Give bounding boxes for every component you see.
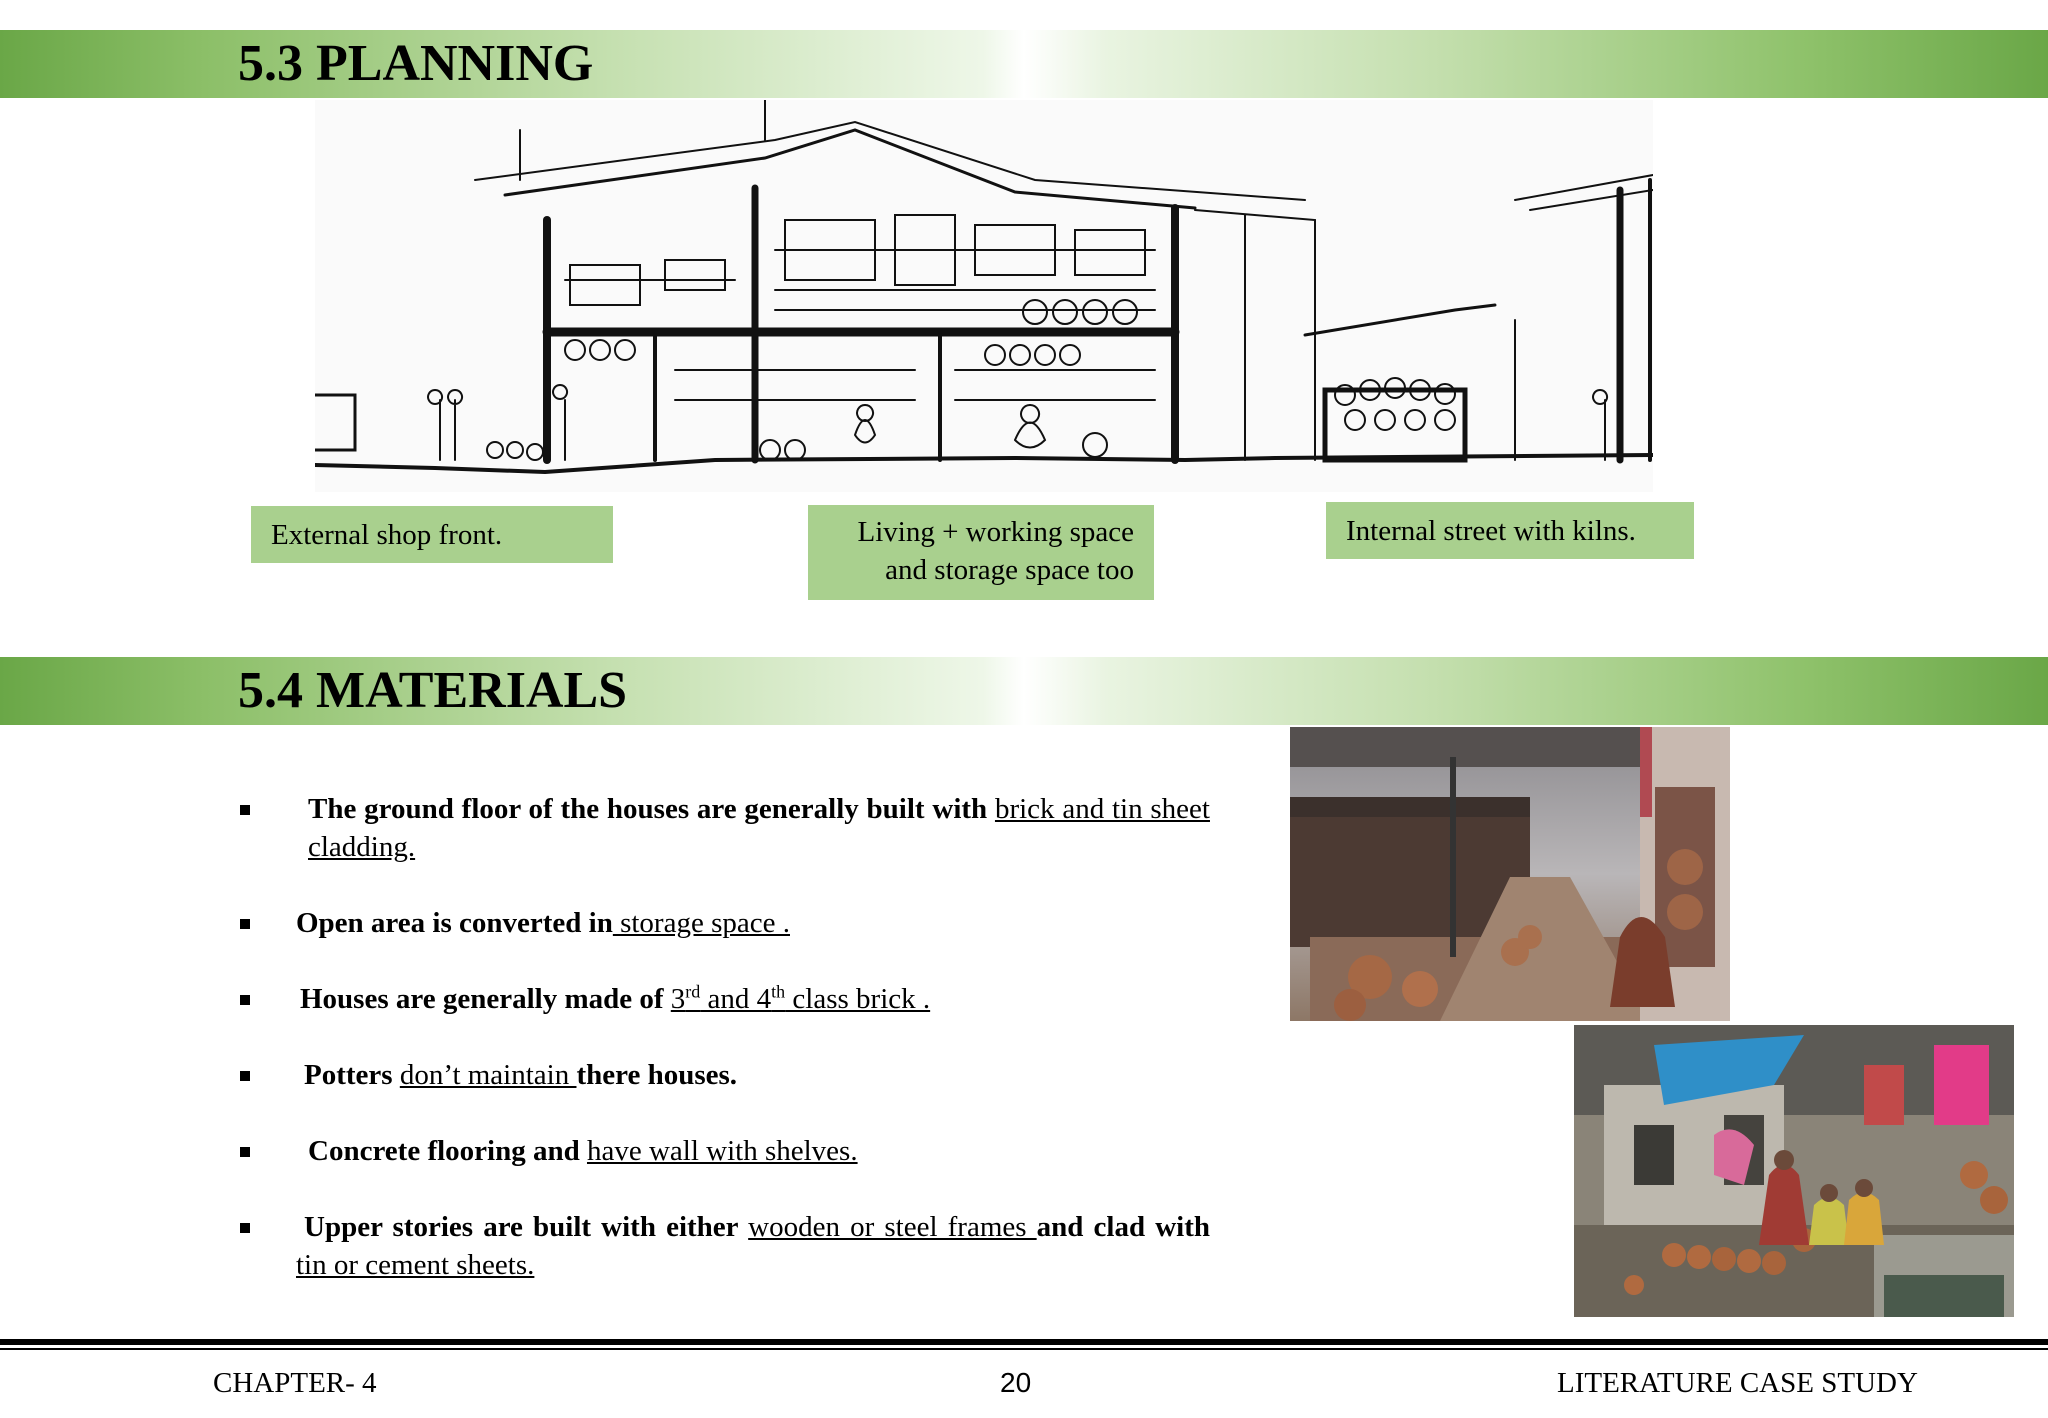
bullet-2-underlined-text: storage space . [612,907,790,939]
list-item [238,1056,1210,1094]
bullet-square-icon [240,805,250,815]
superscript-rd: rd [685,981,701,1002]
bullet-1-bold-text: The ground floor of the houses are generally built with [308,793,995,825]
bullet-square-icon [240,1071,250,1081]
footer-chapter: CHAPTER- 4 [213,1367,377,1399]
caption-external-shop-front [251,506,613,563]
footer-section-title: LITERATURE CASE STUDY [1557,1367,1918,1399]
caption-living-working-space [808,505,1154,600]
footer-rule-thick [0,1339,2048,1345]
bullet-5-bold-text: Concrete flooring and [308,1135,587,1167]
materials-bullet-list [238,790,1210,1284]
bullet-6-bold-text: Upper stories are built with either [304,1211,749,1243]
kiln-street-photo [1290,727,1730,1021]
list-item [238,1132,1210,1170]
bullet-6-bold-mid: and clad with [1036,1211,1210,1243]
materials-header-band [0,657,2048,725]
brick-class-3: 3 [670,983,686,1015]
list-item [238,980,1210,1018]
bullet-4-bold-end: there houses. [576,1059,738,1091]
list-item [238,1208,1210,1284]
footer-rule-thin [0,1348,2048,1350]
bullet-3-underlined-text [671,983,930,1015]
bullet-square-icon [240,1223,250,1233]
section-sketch-drawing [315,100,1653,492]
potters-courtyard-photo [1574,1025,2014,1317]
bullet-3-bold-text: Houses are generally made of [300,983,671,1015]
bullet-6-underlined-sheets: tin or cement sheets. [296,1249,535,1281]
bullet-4-underlined-text: don’t maintain [399,1059,577,1091]
caption-shop-front-text: External shop front. [271,519,503,551]
planning-header-band [0,30,2048,98]
bullet-1-underlined-text: brick and tin sheet cladding. [308,793,1210,863]
bullet-6-underlined-frames: wooden or steel frames [748,1211,1037,1243]
brick-class-4: and 4 [700,983,772,1015]
bullet-5-underlined-text: have wall with shelves. [586,1135,858,1167]
bullet-4-bold-text: Potters [304,1059,400,1091]
list-item [238,790,1210,866]
bullet-2-bold-text: Open area is converted in [296,907,613,939]
caption-living-line2: and storage space too [885,554,1134,586]
bullet-square-icon [240,995,250,1005]
materials-heading: 5.4 MATERIALS [238,662,628,719]
brick-class-text: class brick . [785,983,931,1015]
bullet-square-icon [240,919,250,929]
bullet-square-icon [240,1147,250,1157]
caption-internal-street [1326,502,1694,559]
planning-heading: 5.3 PLANNING [238,35,594,92]
superscript-th: th [771,981,786,1002]
footer-page-number: 20 [1000,1367,1032,1398]
caption-living-line1: Living + working space [857,516,1134,548]
caption-internal-street-text: Internal street with kilns. [1346,515,1636,547]
list-item [238,904,1210,942]
